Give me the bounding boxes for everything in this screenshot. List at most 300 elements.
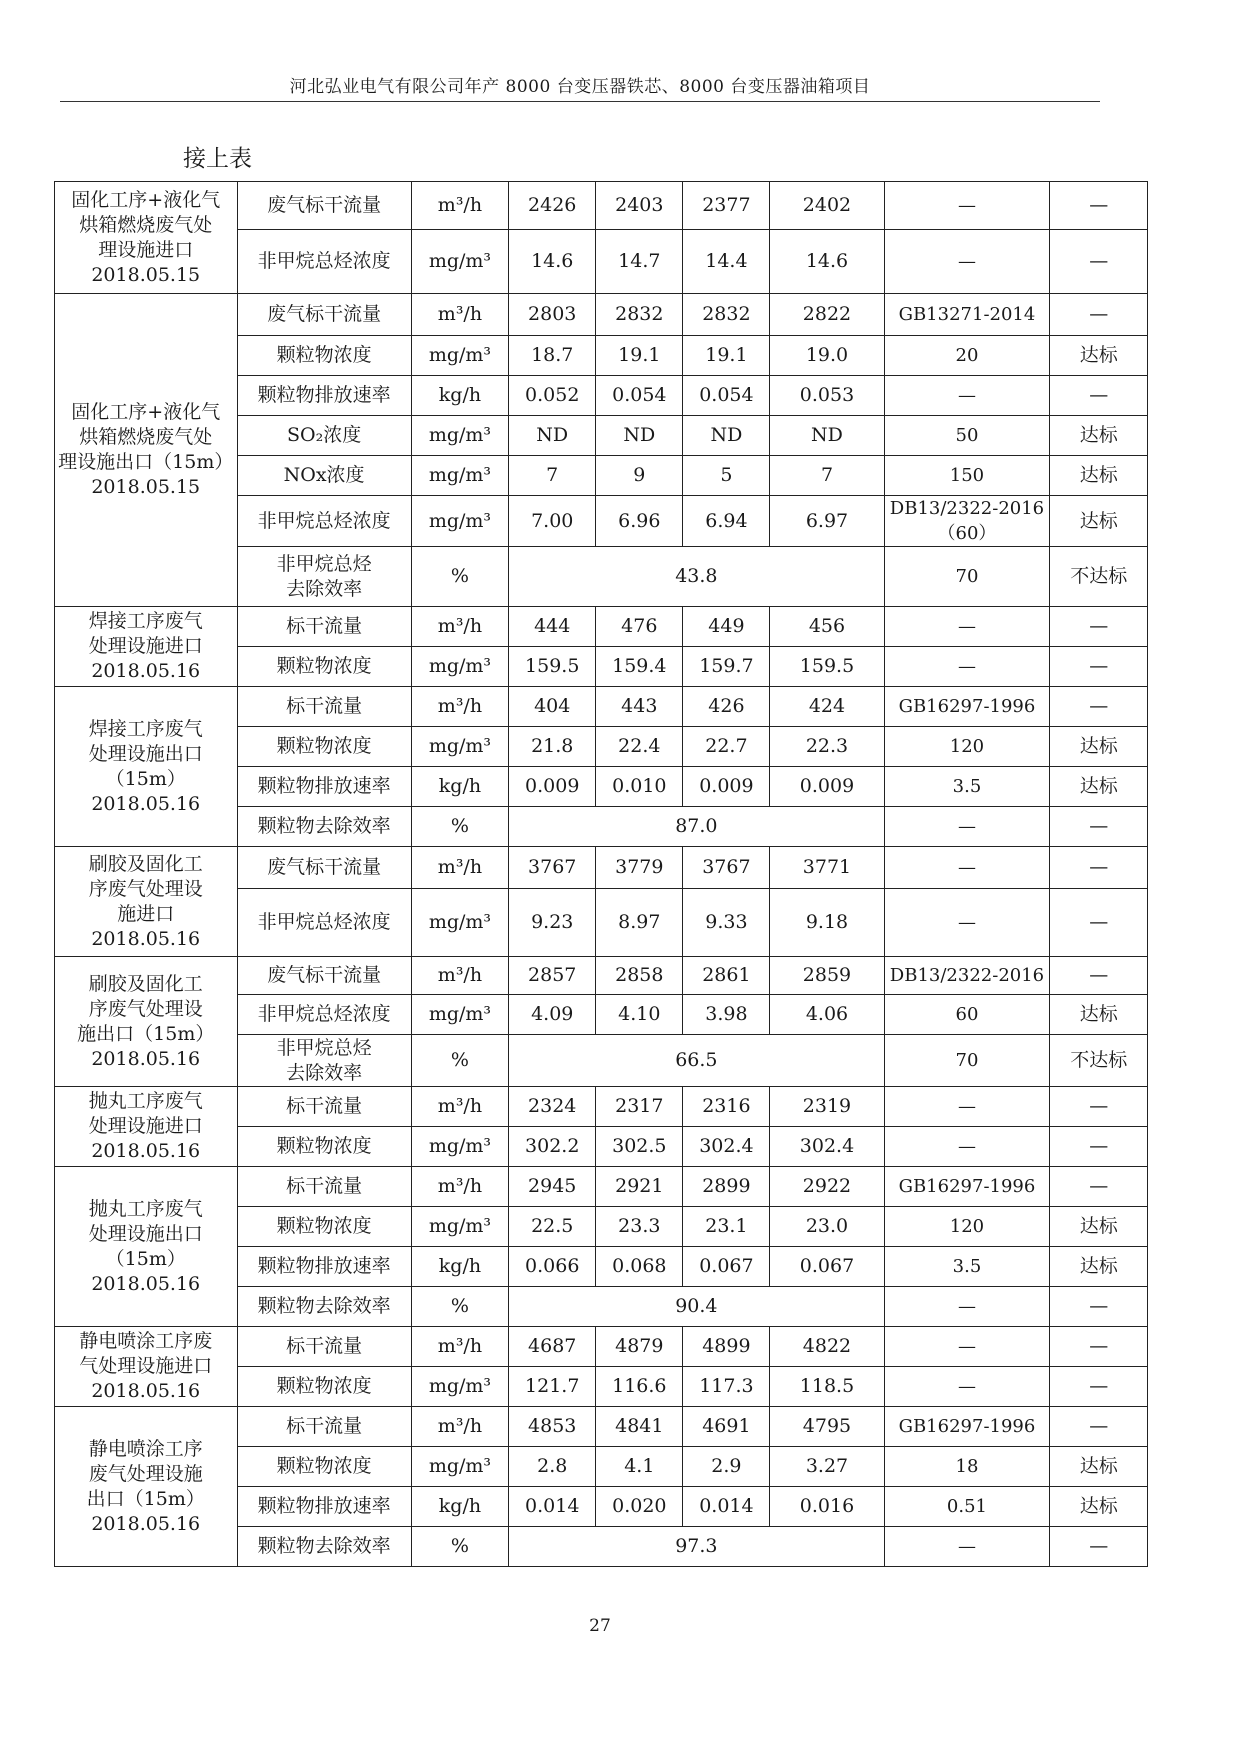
result-cell: 不达标 <box>1050 547 1148 607</box>
value-cell: 0.067 <box>770 1247 884 1287</box>
cell-text-line: 标干流量 <box>286 1335 363 1357</box>
value-cell: 4.1 <box>596 1447 683 1487</box>
item-cell <box>237 1327 411 1367</box>
standard-cell <box>884 1167 1050 1207</box>
table-row <box>55 1407 1148 1447</box>
standard-cell <box>884 995 1050 1035</box>
cell-text-line: 序废气处理设 <box>88 997 203 1020</box>
result-cell: 达标 <box>1050 496 1148 547</box>
value-cell: 3767 <box>683 847 770 889</box>
item-cell <box>237 230 411 294</box>
table-row <box>55 1167 1148 1207</box>
result-cell: 达标 <box>1050 767 1148 807</box>
value-cell: 2858 <box>596 957 683 995</box>
value-cell: 6.96 <box>596 496 683 547</box>
cell-text-line: GB16297-1996 <box>898 696 1036 717</box>
item-cell <box>237 687 411 727</box>
unit-cell: mg/m³ <box>411 456 508 496</box>
header-divider <box>60 101 1100 102</box>
result-cell: — <box>1050 889 1148 957</box>
value-cell: 0.009 <box>509 767 596 807</box>
result-cell: — <box>1050 1287 1148 1327</box>
result-cell: — <box>1050 847 1148 889</box>
cell-text-line: 出口（15m） <box>86 1487 205 1510</box>
cell-text-line: 120 <box>949 736 985 757</box>
standard-cell <box>884 230 1050 294</box>
cell-text-line: 气处理设施进口 <box>79 1355 213 1377</box>
cell-text-line: GB16297-1996 <box>898 1416 1036 1437</box>
table-row <box>55 607 1148 647</box>
value-cell: 444 <box>509 607 596 647</box>
unit-cell: mg/m³ <box>411 727 508 767</box>
value-cell: 3771 <box>770 847 884 889</box>
value-cell: 118.5 <box>770 1367 884 1407</box>
result-cell: — <box>1050 687 1148 727</box>
value-cell: 116.6 <box>596 1367 683 1407</box>
item-cell <box>237 847 411 889</box>
standard-cell <box>884 182 1050 230</box>
value-cell: 302.2 <box>509 1127 596 1167</box>
value-cell: 0.014 <box>683 1487 770 1527</box>
cell-text-line: — <box>957 857 976 878</box>
value-cell: 2316 <box>683 1087 770 1127</box>
item-cell <box>237 1035 411 1087</box>
value-cell: 0.014 <box>509 1487 596 1527</box>
standard-cell <box>884 1327 1050 1367</box>
value-cell: 0.020 <box>596 1487 683 1527</box>
value-cell: 0.054 <box>683 376 770 416</box>
cell-text-line: 去除效率 <box>286 1061 363 1084</box>
value-cell: 6.94 <box>683 496 770 547</box>
unit-cell: m³/h <box>411 847 508 889</box>
value-cell: 0.009 <box>770 767 884 807</box>
value-cell: 404 <box>509 687 596 727</box>
value-cell: 2857 <box>509 957 596 995</box>
sampling-location-cell <box>55 1407 238 1567</box>
value-cell: 2402 <box>770 182 884 230</box>
cell-text-line: 3.5 <box>952 1256 982 1277</box>
table-row <box>55 1327 1148 1367</box>
merged-value-cell: 97.3 <box>509 1527 884 1567</box>
unit-cell: m³/h <box>411 957 508 995</box>
standard-cell <box>884 1247 1050 1287</box>
cell-text-line: 焊接工序废气 <box>88 717 203 740</box>
cell-text-line: 非甲烷总烃浓度 <box>257 1003 391 1025</box>
value-cell: 121.7 <box>509 1367 596 1407</box>
standard-cell <box>884 957 1050 995</box>
value-cell: 22.7 <box>683 727 770 767</box>
cell-text-line: 2018.05.16 <box>91 1380 201 1402</box>
value-cell: 6.97 <box>770 496 884 547</box>
cell-text-line: 50 <box>955 425 979 446</box>
cell-text-line: — <box>957 816 976 837</box>
value-cell: 424 <box>770 687 884 727</box>
result-cell: — <box>1050 230 1148 294</box>
value-cell: 117.3 <box>683 1367 770 1407</box>
continued-table-label: 接上表 <box>183 146 252 172</box>
cell-text-line: 2018.05.16 <box>91 927 201 950</box>
cell-text-line: 抛丸工序废气 <box>88 1090 203 1112</box>
item-cell <box>237 1447 411 1487</box>
standard-cell <box>884 1407 1050 1447</box>
cell-text-line: 颗粒物浓度 <box>276 1375 372 1397</box>
item-cell <box>237 496 411 547</box>
cell-text-line: 标干流量 <box>286 1415 363 1437</box>
standard-cell <box>884 767 1050 807</box>
item-cell <box>237 416 411 456</box>
value-cell: 449 <box>683 607 770 647</box>
item-cell <box>237 1247 411 1287</box>
result-cell: — <box>1050 1167 1148 1207</box>
item-cell <box>237 376 411 416</box>
cell-text-line: 处理设施进口 <box>88 635 203 657</box>
item-cell <box>237 1167 411 1207</box>
result-cell: 达标 <box>1050 1247 1148 1287</box>
standard-cell <box>884 1487 1050 1527</box>
cell-text-line: 0.51 <box>946 1496 987 1517</box>
cell-text-line: 废气标干流量 <box>267 194 382 216</box>
standard-cell <box>884 847 1050 889</box>
cell-text-line: 废气处理设施 <box>88 1462 203 1485</box>
item-cell <box>237 889 411 957</box>
cell-text-line: 2018.05.15 <box>91 263 201 286</box>
cell-text-line: 废气标干流量 <box>267 303 382 325</box>
value-cell: ND <box>509 416 596 456</box>
cell-text-line: 18 <box>955 1456 979 1477</box>
item-cell <box>237 1487 411 1527</box>
cell-text-line: 颗粒物去除效率 <box>257 815 391 837</box>
cell-text-line: 烘箱燃烧废气处 <box>79 426 213 448</box>
value-cell: 2403 <box>596 182 683 230</box>
cell-text-line: 2018.05.16 <box>91 660 201 682</box>
cell-text-line: 标干流量 <box>286 695 363 717</box>
unit-cell: m³/h <box>411 1407 508 1447</box>
unit-cell: m³/h <box>411 1087 508 1127</box>
value-cell: 19.1 <box>596 336 683 376</box>
value-cell: 159.7 <box>683 647 770 687</box>
value-cell: 5 <box>683 456 770 496</box>
standard-cell <box>884 547 1050 607</box>
value-cell: 19.0 <box>770 336 884 376</box>
sampling-location-cell <box>55 294 238 607</box>
standard-cell <box>884 1287 1050 1327</box>
value-cell: 4.10 <box>596 995 683 1035</box>
value-cell: ND <box>683 416 770 456</box>
value-cell: 0.052 <box>509 376 596 416</box>
unit-cell: % <box>411 1527 508 1567</box>
value-cell: 9.23 <box>509 889 596 957</box>
standard-cell <box>884 1127 1050 1167</box>
unit-cell: m³/h <box>411 607 508 647</box>
cell-text-line: 非甲烷总烃浓度 <box>257 509 391 532</box>
value-cell: 159.5 <box>509 647 596 687</box>
item-cell <box>237 456 411 496</box>
value-cell: 2921 <box>596 1167 683 1207</box>
cell-text-line: 颗粒物去除效率 <box>257 1295 391 1317</box>
value-cell: 2832 <box>683 294 770 336</box>
standard-cell <box>884 336 1050 376</box>
standard-cell <box>884 1035 1050 1087</box>
value-cell: 2317 <box>596 1087 683 1127</box>
cell-text-line: — <box>957 1336 976 1357</box>
value-cell: 4879 <box>596 1327 683 1367</box>
unit-cell: % <box>411 1287 508 1327</box>
result-cell: — <box>1050 607 1148 647</box>
merged-value-cell: 90.4 <box>509 1287 884 1327</box>
unit-cell: mg/m³ <box>411 230 508 294</box>
cell-text-line: 刷胶及固化工 <box>88 972 203 995</box>
result-cell: — <box>1050 1087 1148 1127</box>
cell-text-line: 处理设施出口 <box>88 742 203 765</box>
unit-cell: m³/h <box>411 687 508 727</box>
table-row <box>55 687 1148 727</box>
result-cell: 达标 <box>1050 1487 1148 1527</box>
value-cell: 4822 <box>770 1327 884 1367</box>
cell-text-line: 3.5 <box>952 776 982 797</box>
item-cell <box>237 1127 411 1167</box>
sampling-location-cell <box>55 847 238 957</box>
cell-text-line: 颗粒物排放速率 <box>257 775 391 797</box>
item-cell <box>237 995 411 1035</box>
standard-cell <box>884 807 1050 847</box>
cell-text-line: 70 <box>955 566 979 587</box>
standard-cell <box>884 727 1050 767</box>
result-cell: 达标 <box>1050 1447 1148 1487</box>
value-cell: 9.18 <box>770 889 884 957</box>
cell-text-line: 颗粒物排放速率 <box>257 384 391 406</box>
value-cell: 2832 <box>596 294 683 336</box>
cell-text-line: — <box>957 1136 976 1157</box>
value-cell: 22.3 <box>770 727 884 767</box>
standard-cell <box>884 496 1050 547</box>
value-cell: 4841 <box>596 1407 683 1447</box>
cell-text-line: 标干流量 <box>286 1175 363 1197</box>
value-cell: 2859 <box>770 957 884 995</box>
value-cell: 2899 <box>683 1167 770 1207</box>
cell-text-line: 颗粒物排放速率 <box>257 1495 391 1517</box>
value-cell: 21.8 <box>509 727 596 767</box>
result-cell: — <box>1050 294 1148 336</box>
value-cell: 4853 <box>509 1407 596 1447</box>
result-cell: 达标 <box>1050 1207 1148 1247</box>
value-cell: 18.7 <box>509 336 596 376</box>
cell-text-line: SO₂浓度 <box>286 424 362 446</box>
monitoring-results-table <box>54 181 1148 1567</box>
cell-text-line: 60 <box>955 1004 979 1025</box>
item-cell <box>237 1527 411 1567</box>
standard-cell <box>884 1447 1050 1487</box>
sampling-location-cell <box>55 1327 238 1407</box>
result-cell: — <box>1050 807 1148 847</box>
value-cell: 476 <box>596 607 683 647</box>
cell-text-line: 理设施出口（15m） <box>58 451 234 473</box>
cell-text-line: 固化工序+液化气 <box>71 188 221 211</box>
unit-cell: mg/m³ <box>411 995 508 1035</box>
cell-text-line: GB16297-1996 <box>898 1176 1036 1197</box>
cell-text-line: — <box>957 251 976 272</box>
table-row <box>55 957 1148 995</box>
cell-text-line: 非甲烷总烃浓度 <box>257 250 391 272</box>
value-cell: 23.0 <box>770 1207 884 1247</box>
unit-cell: mg/m³ <box>411 416 508 456</box>
standard-cell <box>884 376 1050 416</box>
value-cell: 2.9 <box>683 1447 770 1487</box>
unit-cell: mg/m³ <box>411 1367 508 1407</box>
sampling-location-cell <box>55 1087 238 1167</box>
cell-text-line: 120 <box>949 1216 985 1237</box>
result-cell: — <box>1050 1527 1148 1567</box>
value-cell: 7.00 <box>509 496 596 547</box>
result-cell: — <box>1050 1127 1148 1167</box>
sampling-location-cell <box>55 687 238 847</box>
value-cell: 3779 <box>596 847 683 889</box>
unit-cell: kg/h <box>411 1247 508 1287</box>
cell-text-line: 颗粒物去除效率 <box>257 1535 391 1557</box>
page-number: 27 <box>589 1616 611 1636</box>
result-cell: 不达标 <box>1050 1035 1148 1087</box>
item-cell <box>237 607 411 647</box>
value-cell: ND <box>770 416 884 456</box>
value-cell: 0.054 <box>596 376 683 416</box>
cell-text-line: 标干流量 <box>286 1095 363 1117</box>
value-cell: 3.98 <box>683 995 770 1035</box>
value-cell: 3.27 <box>770 1447 884 1487</box>
value-cell: ND <box>596 416 683 456</box>
merged-value-cell: 87.0 <box>509 807 884 847</box>
cell-text-line: 刷胶及固化工 <box>88 852 203 875</box>
value-cell: 2319 <box>770 1087 884 1127</box>
item-cell <box>237 294 411 336</box>
cell-text-line: — <box>957 616 976 637</box>
cell-text-line: — <box>957 385 976 406</box>
unit-cell: mg/m³ <box>411 1207 508 1247</box>
item-cell <box>237 1087 411 1127</box>
item-cell <box>237 807 411 847</box>
cell-text-line: — <box>957 1096 976 1117</box>
value-cell: 159.4 <box>596 647 683 687</box>
result-cell: — <box>1050 957 1148 995</box>
standard-cell <box>884 1087 1050 1127</box>
unit-cell: mg/m³ <box>411 889 508 957</box>
cell-text-line: 非甲烷总烃 <box>276 552 372 575</box>
unit-cell: kg/h <box>411 376 508 416</box>
cell-text-line: 2018.05.16 <box>91 1047 201 1070</box>
result-cell: — <box>1050 647 1148 687</box>
cell-text-line: 70 <box>955 1050 979 1071</box>
cell-text-line: 2018.05.16 <box>91 792 201 815</box>
cell-text-line: GB13271-2014 <box>898 304 1036 325</box>
value-cell: 7 <box>770 456 884 496</box>
cell-text-line: 废气标干流量 <box>267 964 382 986</box>
standard-cell <box>884 456 1050 496</box>
cell-text-line: 处理设施进口 <box>88 1115 203 1137</box>
item-cell <box>237 767 411 807</box>
cell-text-line: 施进口 <box>117 902 175 925</box>
standard-cell <box>884 889 1050 957</box>
cell-text-line: （15m） <box>105 767 186 790</box>
value-cell: 19.1 <box>683 336 770 376</box>
unit-cell: mg/m³ <box>411 1447 508 1487</box>
value-cell: 0.053 <box>770 376 884 416</box>
standard-cell <box>884 607 1050 647</box>
value-cell: 2822 <box>770 294 884 336</box>
unit-cell: % <box>411 807 508 847</box>
standard-cell <box>884 416 1050 456</box>
cell-text-line: 2018.05.15 <box>91 476 201 498</box>
item-cell <box>237 1367 411 1407</box>
standard-cell <box>884 687 1050 727</box>
value-cell: 4687 <box>509 1327 596 1367</box>
value-cell: 2324 <box>509 1087 596 1127</box>
value-cell: 4691 <box>683 1407 770 1447</box>
value-cell: 443 <box>596 687 683 727</box>
cell-text-line: （60） <box>937 523 997 544</box>
value-cell: 14.7 <box>596 230 683 294</box>
sampling-location-cell <box>55 182 238 294</box>
result-cell: 达标 <box>1050 456 1148 496</box>
value-cell: 426 <box>683 687 770 727</box>
value-cell: 4.09 <box>509 995 596 1035</box>
item-cell <box>237 182 411 230</box>
cell-text-line: 2018.05.16 <box>91 1140 201 1162</box>
value-cell: 2945 <box>509 1167 596 1207</box>
cell-text-line: 2018.05.16 <box>91 1512 201 1535</box>
unit-cell: kg/h <box>411 1487 508 1527</box>
value-cell: 0.009 <box>683 767 770 807</box>
value-cell: 23.3 <box>596 1207 683 1247</box>
cell-text-line: 去除效率 <box>286 577 363 600</box>
unit-cell: m³/h <box>411 1327 508 1367</box>
unit-cell: mg/m³ <box>411 336 508 376</box>
cell-text-line: — <box>957 1536 976 1557</box>
value-cell: 2803 <box>509 294 596 336</box>
value-cell: 0.068 <box>596 1247 683 1287</box>
cell-text-line: 颗粒物浓度 <box>276 344 372 366</box>
standard-cell <box>884 294 1050 336</box>
cell-text-line: NOx浓度 <box>283 464 365 486</box>
value-cell: 9 <box>596 456 683 496</box>
cell-text-line: 2018.05.16 <box>91 1272 201 1295</box>
result-cell: — <box>1050 182 1148 230</box>
sampling-location-cell <box>55 1167 238 1327</box>
value-cell: 0.067 <box>683 1247 770 1287</box>
value-cell: 456 <box>770 607 884 647</box>
unit-cell: kg/h <box>411 767 508 807</box>
cell-text-line: 颗粒物浓度 <box>276 655 372 677</box>
value-cell: 302.5 <box>596 1127 683 1167</box>
table-row <box>55 294 1148 336</box>
value-cell: 4899 <box>683 1327 770 1367</box>
result-cell: — <box>1050 1407 1148 1447</box>
value-cell: 22.4 <box>596 727 683 767</box>
standard-cell <box>884 1527 1050 1567</box>
standard-cell <box>884 647 1050 687</box>
value-cell: 23.1 <box>683 1207 770 1247</box>
value-cell: 2377 <box>683 182 770 230</box>
cell-text-line: 非甲烷总烃 <box>276 1036 372 1059</box>
value-cell: 2861 <box>683 957 770 995</box>
cell-text-line: 处理设施出口 <box>88 1222 203 1245</box>
value-cell: 14.6 <box>509 230 596 294</box>
unit-cell: m³/h <box>411 182 508 230</box>
result-cell: 达标 <box>1050 416 1148 456</box>
cell-text-line: — <box>957 1296 976 1317</box>
result-cell: 达标 <box>1050 727 1148 767</box>
value-cell: 0.016 <box>770 1487 884 1527</box>
cell-text-line: 静电喷涂工序废 <box>79 1330 213 1352</box>
cell-text-line: 施出口（15m） <box>77 1022 215 1045</box>
value-cell: 7 <box>509 456 596 496</box>
